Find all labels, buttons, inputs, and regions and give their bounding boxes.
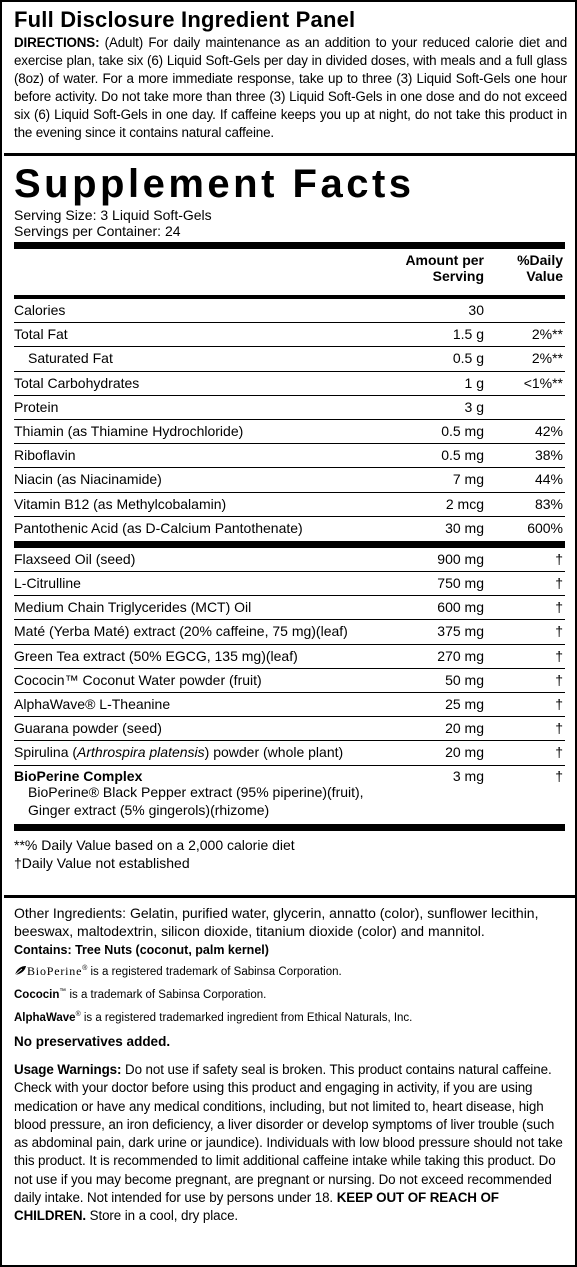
servings-per-container: Servings per Container: 24: [14, 223, 181, 239]
complex-amount: 3 mg: [452, 767, 484, 784]
nutrient-row: [14, 372, 565, 396]
usage-warnings: [14, 1061, 565, 1226]
nutrient-name: Riboflavin: [14, 447, 76, 464]
directions: [14, 34, 567, 142]
ingredient-name: Flaxseed Oil (seed): [14, 550, 136, 567]
dv-header: [517, 252, 563, 284]
nutrient-amount: 0.5 g: [452, 350, 484, 367]
ingredient-dv: †: [555, 744, 563, 761]
ingredient-row: [14, 620, 565, 644]
nutrient-row: [14, 468, 565, 492]
nutrient-name: Vitamin B12 (as Methylcobalamin): [14, 495, 227, 512]
nutrient-name: Pantothenic Acid (as D-Calcium Pantothenate): [14, 519, 303, 536]
nutrient-row: [14, 420, 565, 444]
no-preservatives: No preservatives added.: [14, 1034, 171, 1049]
nutrient-amount: 1.5 g: [452, 326, 484, 343]
ingredient-name: Cococin™ Coconut Water powder (fruit): [14, 671, 262, 688]
ingredient-row: [14, 669, 565, 693]
nutrient-dv: 83%: [534, 495, 563, 512]
ingredient-amount: 50 mg: [445, 671, 484, 688]
allergen-statement: Contains: Tree Nuts (coconut, palm kernel): [14, 943, 269, 957]
nutrient-amount: 2 mcg: [445, 495, 484, 512]
complex-dv: †: [555, 767, 563, 784]
nutrient-name: Protein: [14, 398, 59, 415]
nutrient-amount: 3 g: [464, 398, 484, 415]
nutrient-amount: 30 mg: [445, 519, 484, 536]
bioperine-trademark: [14, 960, 565, 984]
dv-header-line1: %Daily: [517, 252, 563, 268]
bioperine-wordmark: BioPerine: [27, 964, 83, 978]
nutrient-dv: 2%**: [531, 350, 563, 367]
ingredient-dv: †: [555, 575, 563, 592]
ingredient-dv: †: [555, 623, 563, 640]
divider-thick: [14, 541, 565, 548]
supplement-facts: [4, 159, 575, 898]
ingredient-name: Spirulina (Arthrospira platensis) powder (whole plant): [14, 744, 344, 761]
complex-row: [14, 766, 565, 820]
ingredient-amount: 25 mg: [445, 696, 484, 712]
complex-components: [28, 783, 364, 819]
ingredient-row: [14, 717, 565, 741]
nutrient-row: [14, 444, 565, 468]
column-header: [14, 249, 565, 295]
footnote-dagger: †Daily Value not established: [14, 854, 190, 871]
nutrient-row: [14, 347, 565, 371]
directions-label: DIRECTIONS:: [14, 35, 100, 50]
ingredient-row: [14, 645, 565, 669]
ingredient-dv: †: [555, 671, 563, 688]
ingredient-dv: †: [555, 647, 563, 664]
footnote-dv: **% Daily Value based on a 2,000 calorie diet: [14, 836, 295, 853]
nutrient-name: Total Fat: [14, 326, 68, 343]
serving-size: Serving Size: 3 Liquid Soft-Gels: [14, 207, 212, 223]
bioperine-logo: BioPerine®: [14, 966, 87, 978]
ingredient-row: [14, 741, 565, 765]
ingredient-dv: †: [555, 720, 563, 737]
amount-header-line2: Serving: [432, 268, 484, 284]
nutrient-amount: 0.5 mg: [441, 422, 484, 439]
supplement-facts-title: Supplement Facts: [14, 162, 415, 206]
ingredient-amount: 900 mg: [437, 550, 484, 567]
ingredient-name: Guarana powder (seed): [14, 720, 162, 737]
amount-header-line1: Amount per: [405, 252, 484, 268]
alphawave-brand: AlphaWave: [14, 1012, 76, 1024]
dv-header-line2: Value: [526, 268, 563, 284]
ingredient-amount: 270 mg: [437, 647, 484, 664]
ingredient-row: [14, 596, 565, 620]
disclosure-section: [4, 4, 575, 156]
divider-thick: [14, 242, 565, 249]
ingredient-amount: 600 mg: [437, 599, 484, 616]
nutrient-row: [14, 323, 565, 347]
nutrient-amount: 0.5 mg: [441, 447, 484, 464]
complex-sub-2: Ginger extract (5% gingerols)(rhizome): [28, 801, 270, 818]
warnings-bold: KEEP OUT OF REACH OF CHILDREN.: [14, 1190, 499, 1224]
ingredient-amount: 375 mg: [437, 623, 484, 640]
ingredient-dv: †: [555, 696, 563, 712]
ingredient-name: Green Tea extract (50% EGCG, 135 mg)(leaf): [14, 647, 298, 664]
nutrient-name: Saturated Fat: [28, 350, 113, 367]
ingredient-name: Maté (Yerba Maté) extract (20% caffeine, 75 mg)(leaf): [14, 623, 348, 640]
nutrient-amount: 1 g: [464, 374, 484, 391]
nutrient-row: [14, 396, 565, 420]
nutrient-name: Thiamin (as Thiamine Hydrochloride): [14, 422, 244, 439]
nutrient-dv: 38%: [534, 447, 563, 464]
nutrient-amount: 30: [468, 302, 484, 318]
warnings-text: Do not use if safety seal is broken. This product contains natural caffeine. Check with your doctor before using this product and engaging in activity, if you are using medication or have any medical conditions, including, but not limited to, heart disease, high blood pressure, an iron deficiency, a liver disorder or develop symptoms of liver trouble (such as abdominal pain, dark urine or jaundice). Individuals with low blood pressure should not take this product. It is recommended to limit additional caffeine intake while taking this product. Do not use if you may become pregnant, are pregnant or nursing. Do not exceed recommended daily intake. Not intended for use by persons under 18.: [14, 1062, 563, 1206]
nutrient-row: [14, 517, 565, 541]
nutrient-dv: 44%: [534, 471, 563, 488]
nutrient-dv: <1%**: [523, 374, 563, 391]
nutrient-name: Total Carbohydrates: [14, 374, 140, 391]
complex-name: BioPerine Complex: [14, 767, 143, 784]
nutrient-name: Calories: [14, 302, 66, 318]
bottom-section: [4, 901, 575, 1267]
ingredient-dv: †: [555, 550, 563, 567]
cococin-brand: Cococin: [14, 989, 60, 1001]
nutrient-dv: 600%: [527, 519, 563, 536]
ingredient-amount: 20 mg: [445, 744, 484, 761]
cococin-trademark: Cococin™ is a trademark of Sabinsa Corporation.: [14, 988, 267, 1001]
other-ingredients: Other Ingredients: Gelatin, purified water, glycerin, annatto (color), sunflower lecithin, beeswax, maltodextrin, silicon dioxide, titanium dioxide (color) and mannitol.: [14, 905, 539, 939]
ingredient-row: [14, 572, 565, 596]
nutrient-amount: 7 mg: [452, 471, 484, 488]
ingredient-row: [14, 693, 565, 717]
nutrient-row: [14, 299, 565, 323]
ingredient-dv: †: [555, 599, 563, 616]
nutrient-row: [14, 493, 565, 517]
divider-thick: [14, 824, 565, 831]
ingredient-amount: 750 mg: [437, 575, 484, 592]
amount-header: [405, 252, 484, 284]
alphawave-trademark: AlphaWave® is a registered trademarked ingredient from Ethical Naturals, Inc.: [14, 1011, 413, 1024]
directions-text: (Adult) For daily maintenance as an addition to your reduced calorie diet and exercise plan, take six (6) Liquid Soft-Gels per day in divided doses, with meals and a full glass (8oz) of water. For a more immediate response, take up to three (3) Liquid Soft-Gels one hour before activity. Do not take more than three (3) Liquid Soft-Gels in one dose and do not exceed six (6) Liquid Soft-Gels in one day. If caffeine keeps you up at night, do not take this product in the evening since it contains natural caffeine.: [14, 35, 567, 140]
footnotes: [14, 831, 565, 872]
warnings-label: Usage Warnings:: [14, 1062, 122, 1077]
ingredient-name: L-Citrulline: [14, 575, 81, 592]
nutrient-dv: 2%**: [531, 326, 563, 343]
ingredient-amount: 20 mg: [445, 720, 484, 737]
bioperine-tm-text: is a registered trademark of Sabinsa Corporation.: [87, 966, 342, 978]
leaf-icon: [14, 965, 27, 976]
ingredient-name: Medium Chain Triglycerides (MCT) Oil: [14, 599, 252, 616]
panel-title: Full Disclosure Ingredient Panel: [14, 7, 356, 32]
nutrient-dv: 42%: [534, 422, 563, 439]
ingredient-name: AlphaWave® L-Theanine: [14, 696, 171, 712]
complex-sub-1: BioPerine® Black Pepper extract (95% piperine)(fruit),: [28, 783, 364, 800]
nutrient-name: Niacin (as Niacinamide): [14, 471, 162, 488]
alphawave-tm-text: is a registered trademarked ingredient from Ethical Naturals, Inc.: [80, 1012, 413, 1024]
cococin-tm-text: is a trademark of Sabinsa Corporation.: [66, 989, 267, 1001]
warnings-end: Store in a cool, dry place.: [86, 1208, 239, 1224]
ingredient-row: [14, 548, 565, 572]
